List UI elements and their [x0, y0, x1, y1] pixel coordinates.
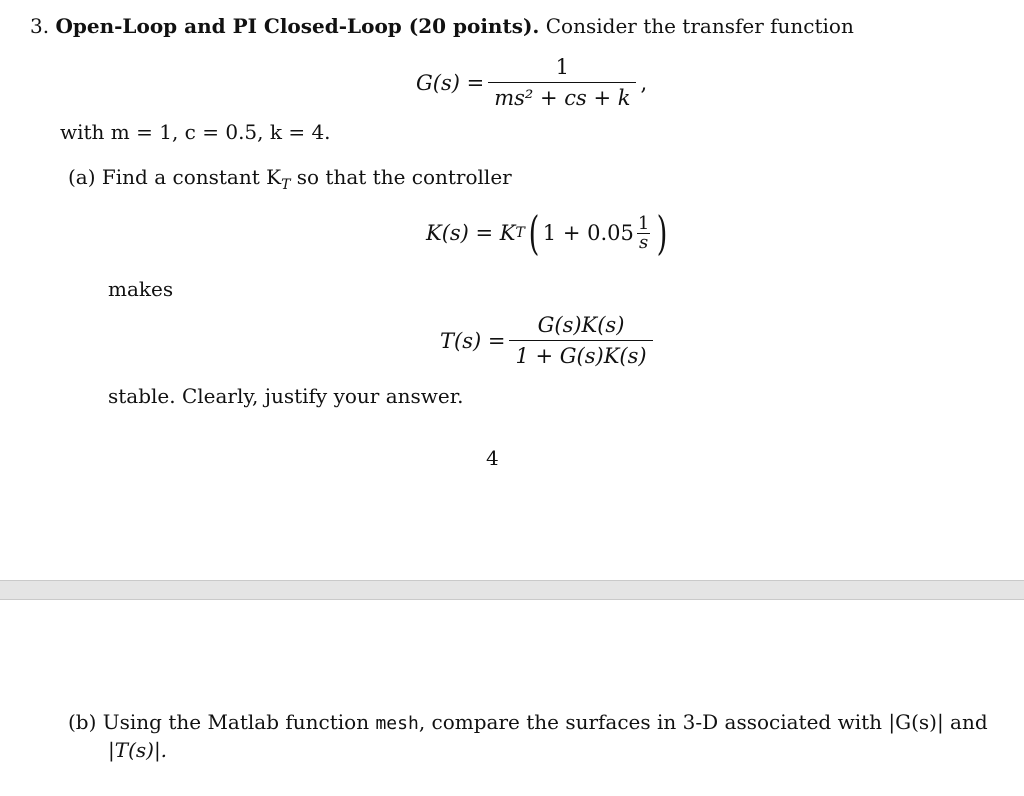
page-number: 4: [486, 446, 499, 470]
closed-loop-equation: [440, 312, 657, 369]
k-lhs-sub: T: [515, 225, 525, 241]
left-paren: (: [528, 206, 540, 260]
t-numerator: G(s)K(s): [537, 313, 625, 337]
page-2: [0, 600, 1024, 796]
part-b-text-1: Using the Matlab function: [102, 710, 370, 734]
problem-header: [30, 14, 854, 38]
k-lhs: K(s) = K: [426, 221, 516, 245]
makes-text: makes: [108, 277, 174, 301]
problem-title: Open-Loop and PI Closed-Loop (20 points).: [55, 14, 540, 38]
part-a-text-sub: T: [281, 177, 291, 193]
right-paren: ): [656, 206, 668, 260]
part-a-prompt: [68, 165, 512, 197]
part-b-label: (b): [68, 710, 97, 734]
part-a-text-rest: so that the controller: [290, 165, 512, 189]
transfer-function-equation: [416, 54, 647, 111]
g-denominator: ms² + cs + k: [488, 82, 636, 111]
part-b-prompt: [68, 710, 988, 736]
controller-equation: [426, 206, 671, 260]
integral-fraction: [636, 212, 651, 253]
k-inner: 1 + 0.05: [542, 221, 634, 245]
parameters-line: with m = 1, c = 0.5, k = 4.: [60, 120, 331, 144]
problem-intro: Consider the transfer function: [545, 14, 854, 38]
g-fraction: [488, 54, 636, 111]
part-b-text-2: , compare the surfaces in 3-D associated with |G(s)| and: [418, 710, 988, 734]
integral-numerator: 1: [637, 212, 650, 234]
part-a-label: (a): [68, 165, 96, 189]
part-b-text-3: |T(s)|.: [108, 738, 168, 762]
g-numerator: 1: [555, 55, 570, 79]
g-lhs: G(s) =: [416, 70, 485, 95]
page-separator: [0, 580, 1024, 600]
t-denominator: 1 + G(s)K(s): [509, 340, 652, 369]
t-lhs: T(s) =: [440, 328, 506, 353]
part-a-text: Find a constant K: [101, 165, 282, 189]
t-fraction: [509, 312, 652, 369]
problem-number: 3.: [30, 14, 50, 38]
matlab-code: mesh: [375, 713, 419, 734]
stable-text: stable. Clearly, justify your answer.: [108, 384, 464, 408]
g-comma: ,: [640, 70, 648, 95]
integral-denominator: s: [638, 231, 649, 253]
